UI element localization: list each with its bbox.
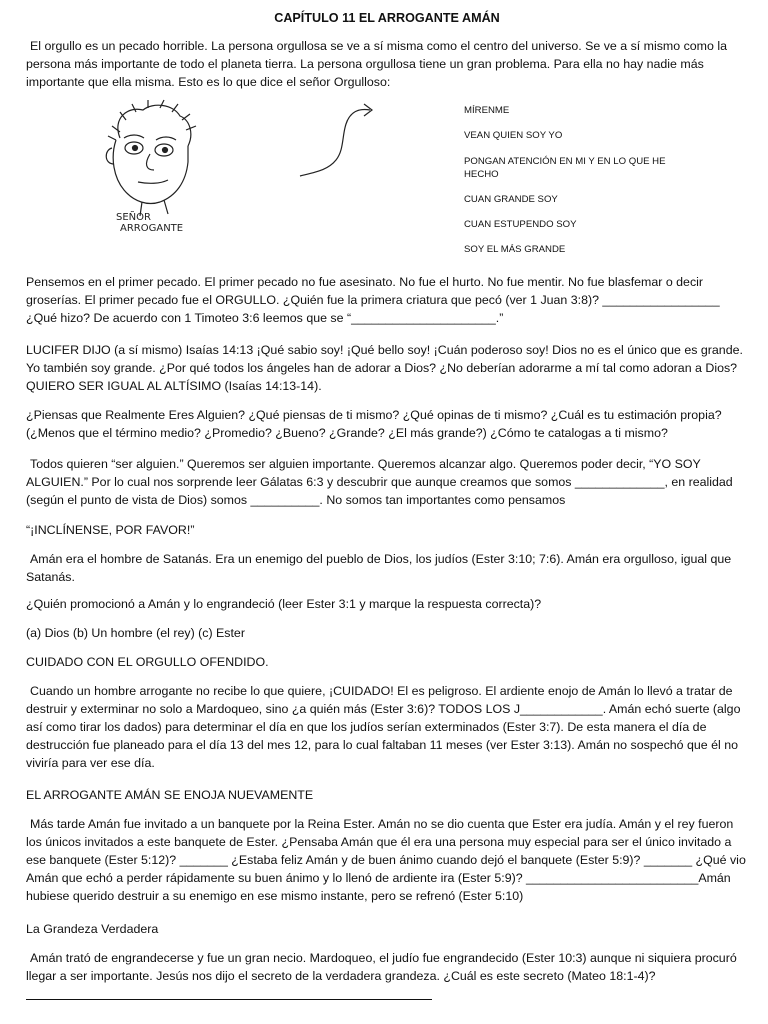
- chapter-title: CAPÍTULO 11 EL ARROGANTE AMÁN: [274, 11, 500, 25]
- promotion-question: ¿Quién promocionó a Amán y lo engrandeció (leer Ester 3:1 y marque la respuesta correcta)?: [26, 597, 542, 611]
- aman-paragraph: Amán era el hombre de Satanás. Era un enemigo del pueblo de Dios, los judíos (Ester 3:10; 7:6). Amán era orgulloso, igual que Satanás.: [26, 552, 732, 584]
- saying-item: CUAN ESTUPENDO SOY: [464, 219, 577, 231]
- hand-drawn-arrow-icon: [298, 102, 388, 182]
- someone-paragraph: ¿Piensas que Realmente Eres Alguien? ¿Qué piensas de ti mismo? ¿Qué opinas de ti mismo? ¿Cuál es tu estimación propia? (¿Menos que el término medio? ¿Promedio? ¿Bueno? ¿Grande? ¿El más grande?) ¿Cómo te catalogas a ti mismo?: [26, 408, 722, 440]
- saying-item: SOY EL MÁS GRANDE: [464, 244, 566, 256]
- lucifer-paragraph: LUCIFER DIJO (a sí mismo) Isaías 14:13 ¡Qué sabio soy! ¡Qué bello soy! ¡Cuán poderoso soy! Dios no es el único que es grande. Yo también soy grande. ¿Por qué todos los ángeles han de adorar a Dios? ¿No deberían adorarme a mí tal como adoran a Dios? QUIERO SER IGUAL AL ALTÍSIMO (Isaías 14:13-14).: [26, 343, 743, 393]
- arrogant-face-drawing: [98, 98, 208, 238]
- offended-pride-paragraph: Cuando un hombre arrogante no recibe lo que quiere, ¡CUIDADO! El es peligroso. El ardiente enojo de Amán lo llevó a tratar de destruir y exterminar no solo a Mardoqueo, sino ¿a quién más (Ester 3:6)? TODOS LOS J____________. Amán echó suerte (algo así como tirar los dados) para determinar el día en que los judíos serían exterminados (Ester 3:7). De esta manera el día de destrucción fue planeado para el día 13 del mes 12, para lo cual faltaban 11 meses (ver Ester 3:13). Amán no sospechó que él no viviría para ver ese día.: [26, 684, 741, 770]
- saying-item: PONGAN ATENCIÓN EN MI Y EN LO QUE HE HECHO: [464, 155, 666, 180]
- intro-paragraph: El orgullo es un pecado horrible. La persona orgullosa se ve a sí misma como el centro del universo. Se ve a sí mismo como la persona más importante de todo el planeta tierra. La persona orgullosa tiene un gran problema. Para ella no hay nadie más importante que ella misma. Esto es lo que dice el señor Orgulloso:: [26, 39, 727, 89]
- angry-again-heading: EL ARROGANTE AMÁN SE ENOJA NUEVAMENTE: [26, 788, 314, 802]
- saying-item: CUAN GRANDE SOY: [464, 193, 558, 205]
- answer-line: [26, 999, 432, 1000]
- answer-options: (a) Dios (b) Un hombre (el rey) (c) Ester: [26, 626, 245, 640]
- everyone-paragraph: Todos quieren “ser alguien.” Queremos ser alguien importante. Queremos alcanzar algo. Queremos poder decir, “YO SOY ALGUIEN.” Por lo cual nos sorprende leer Gálatas 6:3 y descubrir que aunque creamos que somos _____________, en realidad (según el punto de vista de Dios) somos __________. No somos tan importantes como pensamos: [26, 457, 733, 507]
- true-greatness-heading: La Grandeza Verdadera: [26, 922, 159, 936]
- saying-item: VEAN QUIEN SOY YO: [464, 130, 563, 142]
- drawing-label-line2: ARROGANTE: [120, 223, 184, 234]
- sayings-list: [464, 104, 724, 269]
- true-greatness-paragraph: Amán trató de engrandecerse y fue un gran necio. Mardoqueo, el judío fue engrandecido (Ester 10:3) aunque ni siquiera procuró llegar a ser importante. Jesús nos dijo el secreto de la verdadera grandeza. ¿Cuál es este secreto (Mateo 18:1-4)?: [26, 951, 737, 983]
- offended-pride-heading: CUIDADO CON EL ORGULLO OFENDIDO.: [26, 655, 269, 669]
- first-sin-paragraph: Pensemos en el primer pecado. El primer pecado no fue asesinato. No fue el hurto. No fue mentir. No fue blasfemar o decir groserías. El primer pecado fue el ORGULLO. ¿Quién fue la primera criatura que pecó (ver 1 Juan 3:8)? _________________ ¿Qué hizo? De acuerdo con 1 Timoteo 3:6 leemos que se “_____________________.”: [26, 275, 720, 325]
- bow-heading: “¡INCLÍNENSE, POR FAVOR!”: [26, 523, 195, 537]
- angry-again-paragraph: Más tarde Amán fue invitado a un banquete por la Reina Ester. Amán no se dio cuenta que Ester era judía. Amán y el rey fueron los únicos invitados a este banquete de Ester. ¿Pensaba Amán que él era una persona muy especial para ser el único invitado a ese banquete (Ester 5:12)? _______ ¿Estaba feliz Amán y de buen ánimo cuando dejó el banquete (Ester 5:9)? _______ ¿Qué vio Amán que echó a perder rápidamente su buen ánimo y lo llenó de ardiente ira (Ester 5:9)? _________________________Amán hubiese querido destruir a su enemigo en ese mismo instante, pero se refrenó (Ester 5:10): [26, 817, 746, 903]
- saying-item: MÍRENME: [464, 105, 510, 116]
- drawing-label-line1: SEÑOR: [116, 212, 151, 223]
